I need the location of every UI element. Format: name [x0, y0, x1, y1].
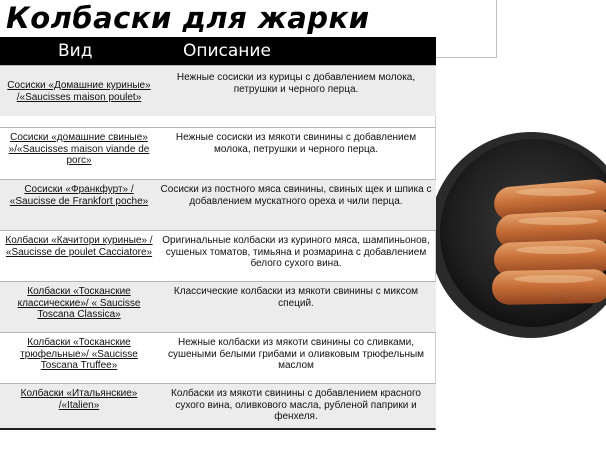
sausage-type-link[interactable]: Сосиски «Домашние куриные» /«Saucisses maison poulet»: [7, 80, 151, 103]
table-header: [0, 37, 436, 65]
sausage-type-link[interactable]: Колбаски «Тосканские трюфельные»/ «Saucisse Toscana Truffee»: [20, 337, 138, 371]
header-description: Описание: [183, 41, 271, 61]
sausage-type-link[interactable]: Колбаски «Качитори куриные» / «Saucisse de poulet Cacciatore»: [5, 235, 153, 258]
sausage-description: Оригинальные колбаски из куриного мяса, шампиньонов, сушеных томатов, тимьяна и розмарина с добавлением белого сухого вина.: [162, 235, 430, 269]
sausage-table: [0, 37, 436, 430]
header-type: Вид: [58, 41, 93, 61]
page-title: Колбаски для жарки: [6, 1, 370, 35]
sausages-pan-image: [436, 120, 606, 360]
sausage-description: Нежные сосиски из мякоти свинины с добавлением молока, петрушки и черного перца.: [175, 132, 417, 155]
sausage-type-link[interactable]: Сосиски «домашние свиные» »/«Saucisses maison viande de porc»: [8, 132, 150, 166]
table-row: [0, 332, 436, 383]
sausage-type-link[interactable]: Колбаски «Итальянские» /«Italien»: [20, 388, 138, 411]
table-row: [0, 65, 436, 116]
sausage-description: Нежные колбаски из мякоти свинины со сливками, сушеными белыми грибами и оливковым трюфельным маслом: [167, 337, 425, 371]
table-row: [0, 230, 436, 281]
sausage-description: Нежные сосиски из курицы с добавлением молока, петрушки и черного перца.: [176, 72, 416, 95]
table-row: [0, 127, 436, 179]
sausage-description: Сосиски из постного мяса свинины, свиных щек и шпика с добавлением мускатного ореха и чили перца.: [160, 184, 432, 207]
sausage-description: Колбаски из мякоти свинины с добавлением красного сухого вина, оливкового масла, рубленой паприки и фенхеля.: [171, 388, 421, 422]
table-row: [0, 281, 436, 332]
sausage-type-link[interactable]: Колбаски «Тосканские классические»/ « Saucisse Toscana Classica»: [17, 286, 141, 320]
sausage-type-link[interactable]: Сосиски «Франкфурт» / «Saucisse de Frankfort poche»: [9, 184, 149, 207]
table-row: [0, 383, 436, 428]
sausage-description: Классические колбаски из мякоти свинины с миксом специй.: [173, 286, 419, 309]
table-row: [0, 179, 436, 230]
